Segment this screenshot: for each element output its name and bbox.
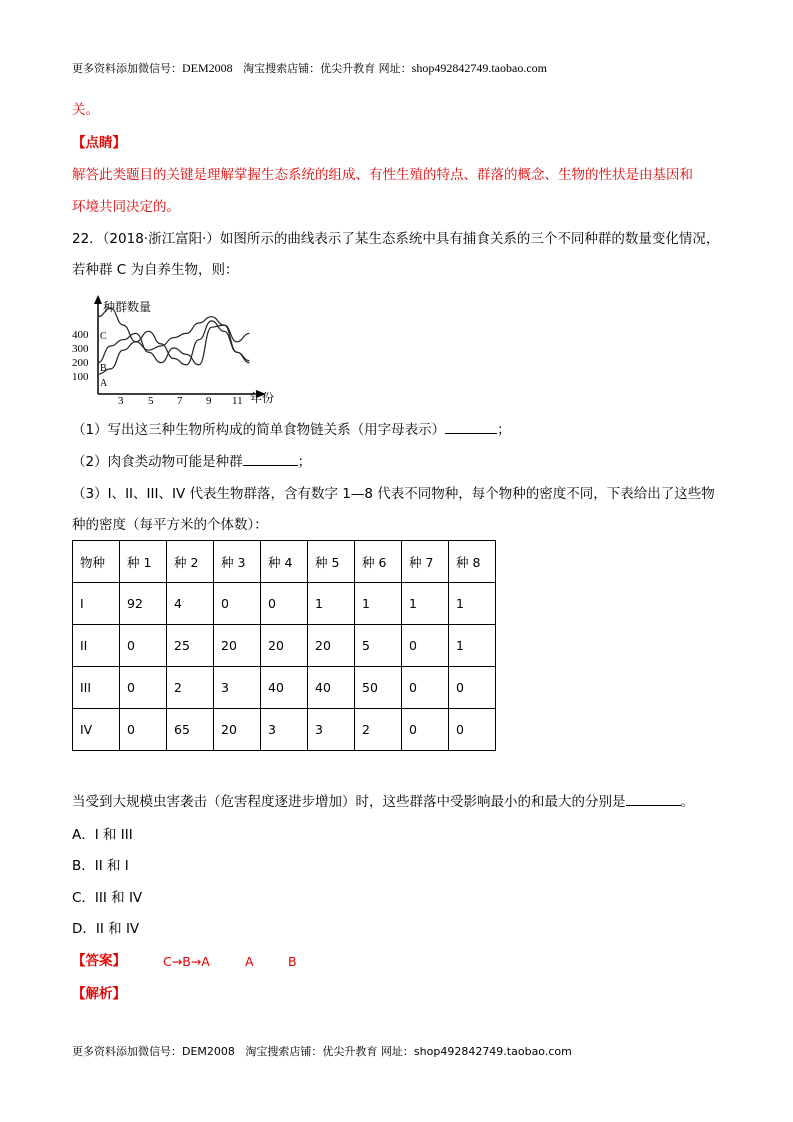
subq1-end: ； (497, 422, 511, 438)
table-cell: 0 (120, 667, 167, 709)
analysis-heading: 【解析】 (72, 986, 126, 1002)
table-cell: 3 (261, 709, 308, 751)
curve-label-c: C (100, 331, 107, 342)
header-cell: 种 1 (120, 541, 167, 583)
table-cell: 25 (167, 625, 214, 667)
table-cell: 40 (261, 667, 308, 709)
x-tick-9: 9 (206, 395, 212, 407)
page-footer (72, 1043, 572, 1059)
table-cell: 40 (308, 667, 355, 709)
header-cell: 物种 (73, 541, 120, 583)
table-cell: 3 (308, 709, 355, 751)
table-row (73, 709, 496, 751)
table-cell: 20 (214, 625, 261, 667)
tips-heading: 【点睛】 (72, 135, 126, 151)
subq1-text: （1）写出这三种生物所构成的简单食物链关系（用字母表示） (72, 422, 446, 438)
table-cell: III (73, 667, 120, 709)
header-cell: 种 8 (449, 541, 496, 583)
header-cell: 种 5 (308, 541, 355, 583)
footer-url: shop492842749.taobao.com (413, 1045, 572, 1058)
followup-text: 当受到大规模虫害袭击（危害程度逐进步增加）时，这些群落中受影响最小的和最大的分别是 (72, 794, 626, 810)
table-cell: 4 (167, 583, 214, 625)
table-cell: 2 (167, 667, 214, 709)
y-tick-200: 200 (72, 357, 89, 369)
answer-1: C→B→A (163, 954, 210, 969)
x-tick-3: 3 (118, 395, 124, 407)
question-line-1: 22．（2018·浙江富阳·）如图所示的曲线表示了某生态系统中具有捕食关系的三个不同种群的数量变化情况， (72, 231, 720, 247)
header-cell: 种 6 (355, 541, 402, 583)
header-cell: 种 2 (167, 541, 214, 583)
header-prefix: 更多资料添加微信号： (72, 62, 182, 75)
table-cell: I (73, 583, 120, 625)
curve-label-b: B (100, 363, 107, 374)
header-wechat: DEM2008 (182, 61, 233, 75)
footer-shop-label: 淘宝搜索店铺：优尖升教育 网址： (245, 1045, 414, 1058)
x-axis-label: 年份 (250, 391, 275, 405)
tips-line-1: 解答此类题目的关键是理解掌握生态系统的组成、有性生殖的特点、群落的概念、生物的性状是由基因和 (72, 167, 693, 183)
table-cell: 0 (449, 667, 496, 709)
table-row (73, 583, 496, 625)
answer-blank-2 (243, 452, 298, 466)
curve-label-a: A (100, 378, 108, 389)
subq2 (72, 452, 311, 472)
table-cell: 2 (355, 709, 402, 751)
header-cell: 种 3 (214, 541, 261, 583)
table-cell: 1 (308, 583, 355, 625)
answer-blank-3 (626, 792, 681, 806)
y-tick-300: 300 (72, 343, 89, 355)
table-cell: 5 (355, 625, 402, 667)
table-cell: 0 (449, 709, 496, 751)
y-axis-arrow (94, 295, 102, 304)
answer-3: B (288, 954, 297, 969)
subq3-line-1: （3）I、II、III、IV 代表生物群落，含有数字 1—8 代表不同物种，每个物种的密度不同，下表给出了这些物 (72, 486, 715, 502)
subq3-line-2: 种的密度（每平方米的个体数）： (72, 517, 268, 533)
table-cell: 20 (261, 625, 308, 667)
tips-line-2: 环境共同决定的。 (72, 199, 180, 215)
answer-blank-1 (445, 420, 497, 434)
footer-prefix: 更多资料添加微信号： (72, 1045, 182, 1058)
table-cell: 3 (214, 667, 261, 709)
table-cell: 1 (402, 583, 449, 625)
followup-end: 。 (680, 794, 694, 810)
table-cell: 0 (261, 583, 308, 625)
table-cell: 0 (402, 709, 449, 751)
table-row (73, 625, 496, 667)
y-tick-100: 100 (72, 371, 89, 383)
header-cell: 种 4 (261, 541, 308, 583)
table-cell: 0 (120, 709, 167, 751)
table-cell: 0 (402, 625, 449, 667)
table-cell: 0 (402, 667, 449, 709)
header-cell: 种 7 (402, 541, 449, 583)
y-axis-label: 种群数量 (103, 300, 152, 314)
subq2-end: ； (297, 454, 312, 470)
table-cell: 0 (214, 583, 261, 625)
population-graph (70, 294, 285, 409)
option-d: D．II 和 IV (72, 921, 140, 937)
table-cell: 1 (449, 583, 496, 625)
footer-wechat: DEM2008 (182, 1045, 235, 1058)
table-cell: 20 (308, 625, 355, 667)
table-row (73, 667, 496, 709)
header-url: shop492842749.taobao.com (411, 61, 547, 75)
table-cell: II (73, 625, 120, 667)
followup-question (72, 792, 694, 812)
page-header (72, 60, 547, 76)
answer-2: A (245, 954, 254, 969)
answer-heading: 【答案】 (72, 953, 126, 969)
option-c: C．III 和 IV (72, 890, 143, 906)
subq1 (72, 420, 511, 440)
y-tick-400: 400 (72, 329, 89, 341)
table-cell: 1 (355, 583, 402, 625)
continuation-text: 关。 (72, 102, 99, 118)
table-cell: IV (73, 709, 120, 751)
table-header-row (73, 541, 496, 583)
option-b: B．II 和 I (72, 858, 129, 874)
density-table (72, 540, 496, 751)
table-cell: 50 (355, 667, 402, 709)
table-cell: 0 (120, 625, 167, 667)
series-line-c (98, 308, 249, 350)
option-a: A．I 和 III (72, 827, 133, 843)
x-tick-11: 11 (232, 395, 243, 407)
x-tick-7: 7 (177, 395, 183, 407)
table-cell: 92 (120, 583, 167, 625)
table-cell: 1 (449, 625, 496, 667)
subq2-text: （2）肉食类动物可能是种群 (72, 454, 243, 470)
question-line-2: 若种群 C 为自养生物，则： (72, 262, 239, 278)
x-tick-5: 5 (148, 395, 154, 407)
table-cell: 65 (167, 709, 214, 751)
table-cell: 20 (214, 709, 261, 751)
header-shop-label: 淘宝搜索店铺：优尖升教育 网址： (243, 62, 412, 75)
